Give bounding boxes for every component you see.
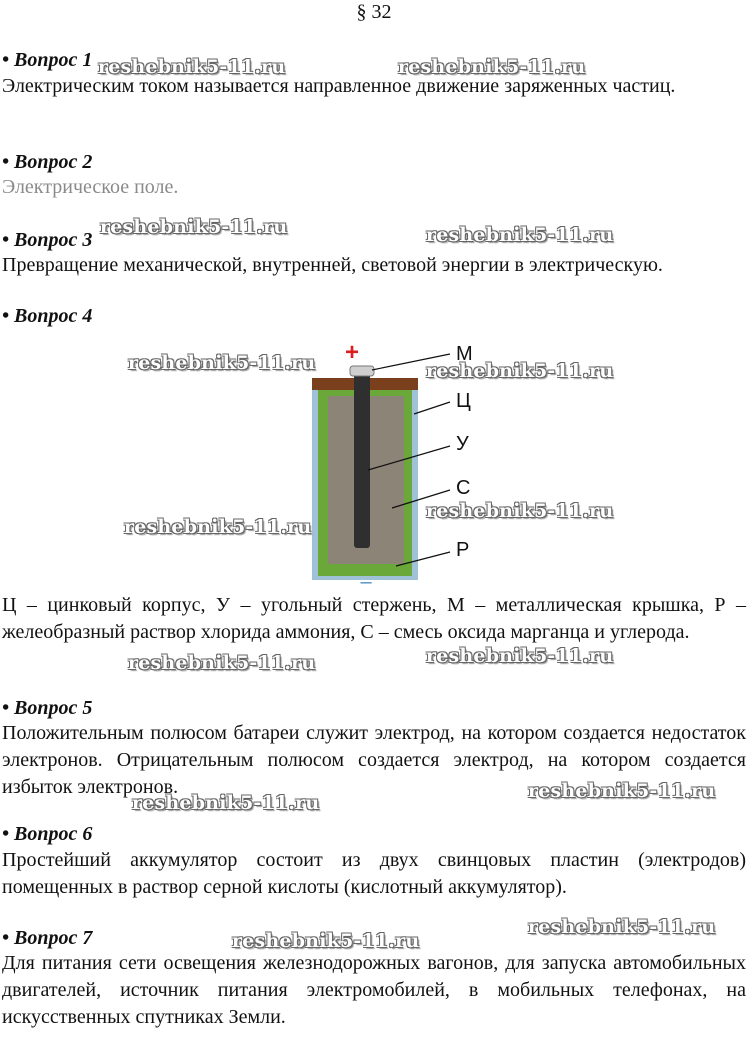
label-c: Ц [456, 390, 471, 412]
minus-sign: – [360, 571, 372, 590]
section-number: § 32 [356, 1, 392, 23]
watermark: reshebnik5-11.ru [426, 500, 614, 522]
label-m: М [456, 343, 473, 365]
question-4-answer: Ц – цинковый корпус, У – угольный стержень, М – металлическая крышка, Р – желеобразный раствор хлорида аммония, С – смесь оксида марганца и углерода. [2, 594, 746, 643]
watermark: reshebnik5-11.ru [528, 780, 716, 802]
metal-cap [350, 366, 374, 376]
watermark: reshebnik5-11.ru [128, 352, 316, 374]
question-6-heading: • Вопрос 6 [2, 823, 93, 845]
question-7-heading: • Вопрос 7 [2, 927, 93, 949]
watermark: reshebnik5-11.ru [426, 645, 614, 667]
question-5-answer: Положительным полюсом батареи служит электрод, на котором создается недостаток электронов. Отрицательным полюсом создается электрод, на котором создается избыток электронов. [2, 722, 746, 798]
question-1-answer: Электрическим током называется направленное движение заряженных частиц. [2, 75, 676, 97]
label-r: Р [456, 539, 470, 561]
watermark: reshebnik5-11.ru [100, 216, 288, 238]
question-1-heading: • Вопрос 1 [2, 49, 93, 71]
watermark: reshebnik5-11.ru [426, 360, 614, 382]
watermark: reshebnik5-11.ru [398, 56, 586, 78]
watermark: reshebnik5-11.ru [124, 516, 312, 538]
question-4-heading: • Вопрос 4 [2, 305, 93, 327]
label-u: У [456, 433, 469, 455]
question-3-answer: Превращение механической, внутренней, световой энергии в электрическую. [2, 254, 663, 276]
watermark: reshebnik5-11.ru [528, 916, 716, 938]
watermark: reshebnik5-11.ru [128, 652, 316, 674]
watermark: reshebnik5-11.ru [232, 930, 420, 952]
question-2-answer: Электрическое поле. [2, 176, 179, 198]
question-3-heading: • Вопрос 3 [2, 229, 93, 251]
question-6-answer: Простейший аккумулятор состоит из двух свинцовых пластин (электродов) помещенных в раствор серной кислоты (кислотный аккумулятор). [2, 849, 746, 898]
question-5-heading: • Вопрос 5 [2, 697, 93, 719]
watermark: reshebnik5-11.ru [98, 56, 286, 78]
label-s: С [456, 477, 471, 499]
carbon-rod [354, 372, 370, 548]
watermark: reshebnik5-11.ru [132, 792, 320, 814]
question-2-heading: • Вопрос 2 [2, 151, 93, 173]
plus-sign: + [344, 339, 360, 366]
watermark: reshebnik5-11.ru [426, 224, 614, 246]
question-7-answer: Для питания сети освещения железнодорожных вагонов, для запуска автомобильных двигателей, источник питания электромобилей, в мобильных телефонах, на искусственных спутниках Земли. [2, 952, 746, 1028]
